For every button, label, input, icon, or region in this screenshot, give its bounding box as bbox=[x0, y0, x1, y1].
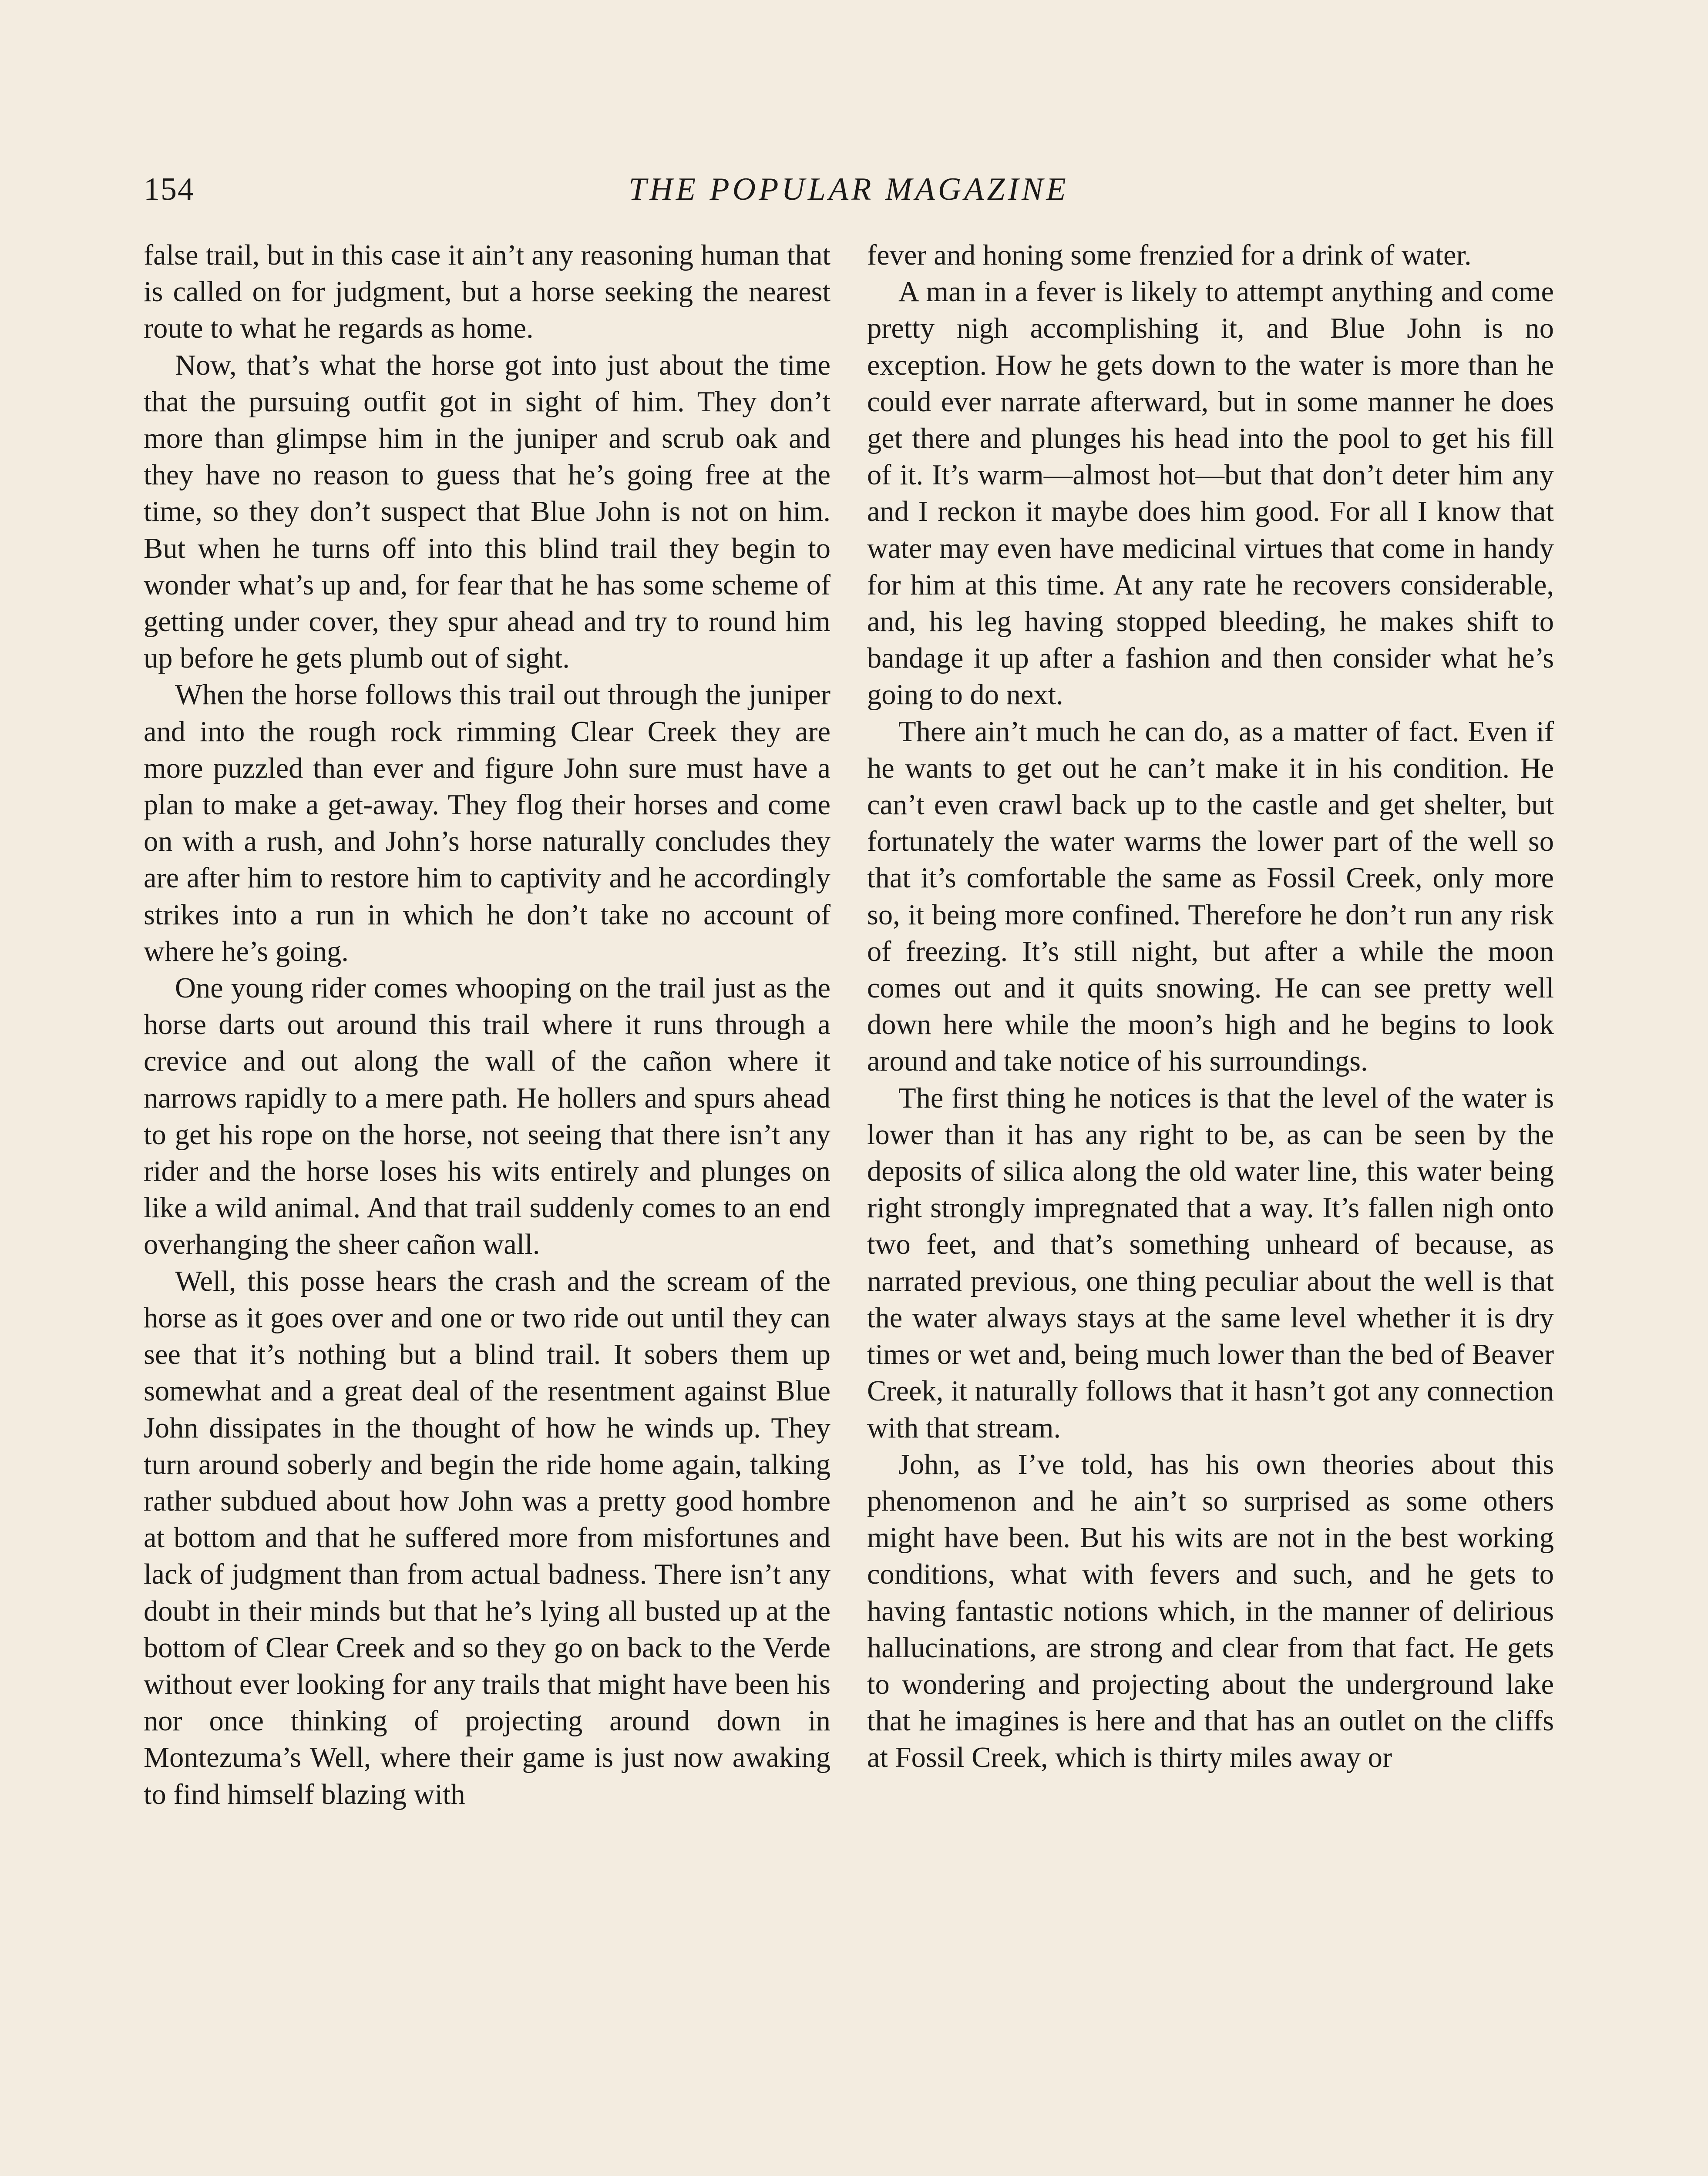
paragraph: Now, that’s what the horse got into just about the time that the pursuing outfit got in sight of him. They don’t more than glimpse him in the juniper and scrub oak and they have no reason to guess that he’s going free at the time, so they don’t suspect that Blue John is not on him. But when he turns off into this blind trail they begin to wonder what’s up and, for fear that he has some scheme of getting under cover, they spur ahead and try to round him up before he gets plumb out of sight. bbox=[144, 349, 830, 675]
right-column bbox=[867, 237, 1554, 2176]
running-head: THE POPULAR MAGAZINE bbox=[629, 171, 1069, 207]
paragraph: When the horse follows this trail out through the juniper and into the rough rock rimming Clear Creek they are more puzzled than ever and figure John sure must have a plan to make a get-away. They flog their horses and come on with a rush, and John’s horse naturally concludes they are after him to restore him to captivity and he accordingly strikes into a run in which he don’t take no account of where he’s going. bbox=[144, 679, 830, 967]
page-number: 154 bbox=[144, 171, 195, 207]
page-header bbox=[144, 163, 1554, 215]
paragraph: fever and honing some frenzied for a drink of water. bbox=[867, 239, 1472, 271]
paragraph: The first thing he notices is that the level of the water is lower than it has any right to be, as can be seen by the deposits of silica along the old water line, this water being right strongly impregnated that a way. It’s fallen nigh onto two feet, and that’s something unheard of because, as narrated previous, one thing peculiar about the well is that the water always stays at the same level whether it is dry times or wet and, being much lower than the bed of Beaver Creek, it naturally follows that it hasn’t got any connection with that stream. bbox=[867, 1082, 1554, 1444]
body-text bbox=[144, 237, 1554, 2176]
paragraph: false trail, but in this case it ain’t any reasoning human that is called on for judgment, but a horse seeking the nearest route to what he regards as home. bbox=[144, 239, 830, 345]
paragraph: One young rider comes whooping on the trail just as the horse darts out around this trail where it runs through a crevice and out along the wall of the cañon where it narrows rapidly to a mere path. He hollers and spurs ahead to get his rope on the horse, not seeing that there isn’t any rider and the horse loses his wits entirely and plunges on like a wild animal. And that trail suddenly comes to an end overhanging the sheer cañon wall. bbox=[144, 972, 830, 1261]
paragraph: Well, this posse hears the crash and the scream of the horse as it goes over and one or two ride out until they can see that it’s nothing but a blind trail. It sobers them up somewhat and a great deal of the resentment against Blue John dissipates in the thought of how he winds up. They turn around soberly and begin the ride home again, talking rather subdued about how John was a pretty good hombre at bottom and that he suffered more from misfortunes and lack of judgment than from actual badness. There isn’t any doubt in their minds but that he’s lying all busted up at the bottom of Clear Creek and so they go on back to the Verde without ever looking for any trails that might have been his nor once thinking of projecting around down in Montezuma’s Well, where their game is just now awaking to find himself blazing with bbox=[144, 1265, 830, 1810]
paragraph: There ain’t much he can do, as a matter of fact. Even if he wants to get out he can’t make it in his condition. He can’t even crawl back up to the castle and get shelter, but fortunately the water warms the lower part of the well so that it’s comfortable the same as Fossil Creek, only more so, it being more confined. Therefore he don’t run any risk of freezing. It’s still night, but after a while the moon comes out and it quits snowing. He can see pretty well down here while the moon’s high and he begins to look around and take notice of his surroundings. bbox=[867, 715, 1554, 1078]
left-column bbox=[144, 237, 830, 2176]
paragraph: John, as I’ve told, has his own theories about this phenomenon and he ain’t so surprised as some others might have been. But his wits are not in the best working conditions, what with fevers and such, and he gets to having fantastic notions which, in the manner of delirious hallucinations, are strong and clear from that fact. He gets to wondering and projecting about the underground lake that he imagines is here and that has an outlet on the cliffs at Fossil Creek, which is thirty miles away or bbox=[867, 1448, 1554, 1774]
paragraph: A man in a fever is likely to attempt anything and come pretty nigh accomplishing it, and Blue John is no exception. How he gets down to the water is more than he could ever narrate afterward, but in some manner he does get there and plunges his head into the pool to get his fill of it. It’s warm—almost hot—but that don’t deter him any and I reckon it maybe does him good. For all I know that water may even have medicinal virtues that come in handy for him at this time. At any rate he recovers considerable, and, his leg having stopped bleeding, he makes shift to bandage it up after a fashion and then consider what he’s going to do next. bbox=[867, 276, 1554, 711]
